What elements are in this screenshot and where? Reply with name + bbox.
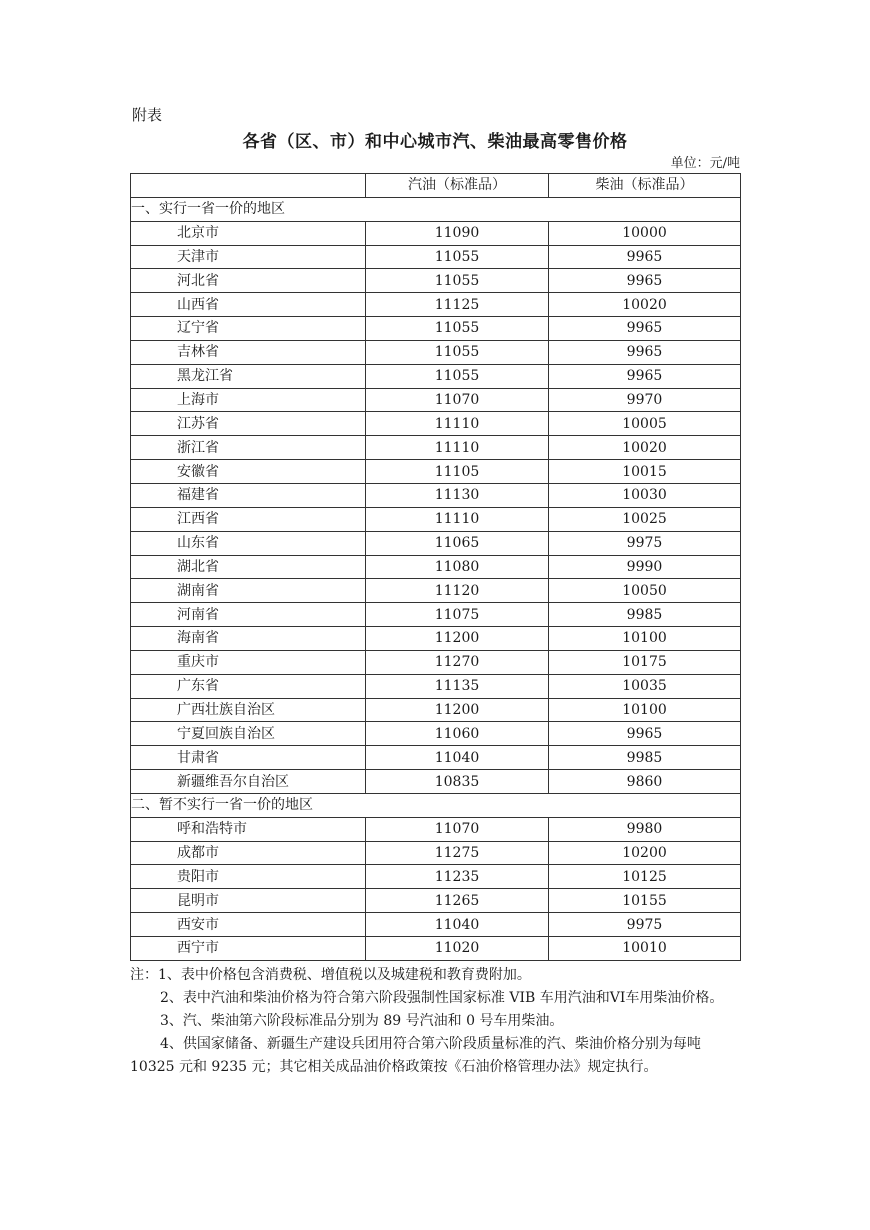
table-row (131, 650, 741, 674)
diesel-price-cell: 10200 (549, 841, 741, 865)
table-row (131, 460, 741, 484)
gasoline-price-cell: 11235 (366, 865, 549, 889)
region-cell: 广西壮族自治区 (131, 698, 366, 722)
diesel-price-cell: 9975 (549, 531, 741, 555)
table-row (131, 436, 741, 460)
diesel-price-cell: 10125 (549, 865, 741, 889)
diesel-price-cell: 10175 (549, 650, 741, 674)
gasoline-price-cell: 11130 (366, 483, 549, 507)
table-row (131, 889, 741, 913)
region-cell: 安徽省 (131, 460, 366, 484)
header-diesel: 柴油（标准品） (549, 174, 741, 198)
appendix-label: 附表 (132, 106, 163, 124)
diesel-price-cell: 9970 (549, 388, 741, 412)
diesel-price-cell: 10035 (549, 674, 741, 698)
table-row (131, 913, 741, 937)
diesel-price-cell: 10010 (549, 937, 741, 961)
region-cell: 昆明市 (131, 889, 366, 913)
gasoline-price-cell: 11200 (366, 627, 549, 651)
note-4: 4、供国家储备、新疆生产建设兵团用符合第六阶段质量标准的汽、柴油价格分别为每吨 10325 元和 9235 元；其它相关成品油价格政策按《石油价格管理办法》规定执行。 (130, 1036, 701, 1075)
gasoline-price-cell: 11060 (366, 722, 549, 746)
region-cell: 天津市 (131, 245, 366, 269)
diesel-price-cell: 10000 (549, 221, 741, 245)
region-cell: 上海市 (131, 388, 366, 412)
region-cell: 江西省 (131, 507, 366, 531)
gasoline-price-cell: 11135 (366, 674, 549, 698)
section-title: 二、暂不实行一省一价的地区 (131, 793, 741, 817)
table-row (131, 627, 741, 651)
gasoline-price-cell: 11070 (366, 388, 549, 412)
table-row (131, 269, 741, 293)
region-cell: 湖北省 (131, 555, 366, 579)
diesel-price-cell: 10100 (549, 627, 741, 651)
table-row (131, 698, 741, 722)
diesel-price-cell: 9980 (549, 817, 741, 841)
region-cell: 湖南省 (131, 579, 366, 603)
region-cell: 山西省 (131, 293, 366, 317)
gasoline-price-cell: 11070 (366, 817, 549, 841)
diesel-price-cell: 9990 (549, 555, 741, 579)
gasoline-price-cell: 11020 (366, 937, 549, 961)
header-gasoline: 汽油（标准品） (366, 174, 549, 198)
table-row (131, 221, 741, 245)
gasoline-price-cell: 11125 (366, 293, 549, 317)
gasoline-price-cell: 11065 (366, 531, 549, 555)
table-row (131, 412, 741, 436)
gasoline-price-cell: 11055 (366, 317, 549, 341)
region-cell: 浙江省 (131, 436, 366, 460)
table-row (131, 841, 741, 865)
diesel-price-cell: 9965 (549, 722, 741, 746)
table-row (131, 483, 741, 507)
diesel-price-cell: 9985 (549, 746, 741, 770)
note-1: 注：1、表中价格包含消费税、增值税以及城建税和教育费附加。 (130, 967, 531, 983)
gasoline-price-cell: 11110 (366, 436, 549, 460)
gasoline-price-cell: 11110 (366, 507, 549, 531)
header-region (131, 174, 366, 198)
diesel-price-cell: 9965 (549, 269, 741, 293)
gasoline-price-cell: 11110 (366, 412, 549, 436)
table-row (131, 817, 741, 841)
region-cell: 西宁市 (131, 937, 366, 961)
table-row (131, 746, 741, 770)
table-row (131, 770, 741, 794)
table-row (131, 531, 741, 555)
diesel-price-cell: 9965 (549, 317, 741, 341)
gasoline-price-cell: 11055 (366, 245, 549, 269)
section-row (131, 793, 741, 817)
notes (130, 964, 742, 1079)
gasoline-price-cell: 11055 (366, 364, 549, 388)
table-row (131, 507, 741, 531)
region-cell: 河南省 (131, 603, 366, 627)
price-table (130, 173, 741, 961)
gasoline-price-cell: 11040 (366, 746, 549, 770)
diesel-price-cell: 10155 (549, 889, 741, 913)
section-title: 一、实行一省一价的地区 (131, 197, 741, 221)
region-cell: 重庆市 (131, 650, 366, 674)
diesel-price-cell: 10020 (549, 436, 741, 460)
diesel-price-cell: 9985 (549, 603, 741, 627)
region-cell: 成都市 (131, 841, 366, 865)
diesel-price-cell: 9965 (549, 340, 741, 364)
note-3: 3、汽、柴油第六阶段标准品分别为 89 号汽油和 0 号车用柴油。 (160, 1013, 564, 1029)
region-cell: 宁夏回族自治区 (131, 722, 366, 746)
unit-label: 单位：元/吨 (670, 156, 740, 171)
diesel-price-cell: 9975 (549, 913, 741, 937)
diesel-price-cell: 10005 (549, 412, 741, 436)
region-cell: 海南省 (131, 627, 366, 651)
table-body (131, 197, 741, 960)
section-row (131, 197, 741, 221)
table-row (131, 364, 741, 388)
table-row (131, 340, 741, 364)
gasoline-price-cell: 11120 (366, 579, 549, 603)
gasoline-price-cell: 11055 (366, 269, 549, 293)
region-cell: 江苏省 (131, 412, 366, 436)
gasoline-price-cell: 11200 (366, 698, 549, 722)
table-row (131, 603, 741, 627)
region-cell: 山东省 (131, 531, 366, 555)
table-row (131, 579, 741, 603)
region-cell: 黑龙江省 (131, 364, 366, 388)
gasoline-price-cell: 11040 (366, 913, 549, 937)
gasoline-price-cell: 11265 (366, 889, 549, 913)
gasoline-price-cell: 11105 (366, 460, 549, 484)
region-cell: 北京市 (131, 221, 366, 245)
region-cell: 西安市 (131, 913, 366, 937)
diesel-price-cell: 9965 (549, 245, 741, 269)
region-cell: 新疆维吾尔自治区 (131, 770, 366, 794)
table-row (131, 722, 741, 746)
note-2: 2、表中汽油和柴油价格为符合第六阶段强制性国家标准 VIB 车用汽油和VI车用柴油价格。 (160, 990, 724, 1006)
diesel-price-cell: 10100 (549, 698, 741, 722)
gasoline-price-cell: 11075 (366, 603, 549, 627)
diesel-price-cell: 10015 (549, 460, 741, 484)
table-row (131, 937, 741, 961)
region-cell: 吉林省 (131, 340, 366, 364)
region-cell: 河北省 (131, 269, 366, 293)
table-title: 各省（区、市）和中心城市汽、柴油最高零售价格 (242, 132, 628, 152)
gasoline-price-cell: 11090 (366, 221, 549, 245)
table-row (131, 293, 741, 317)
diesel-price-cell: 10050 (549, 579, 741, 603)
table-row (131, 317, 741, 341)
region-cell: 甘肃省 (131, 746, 366, 770)
region-cell: 福建省 (131, 483, 366, 507)
gasoline-price-cell: 10835 (366, 770, 549, 794)
diesel-price-cell: 9965 (549, 364, 741, 388)
region-cell: 广东省 (131, 674, 366, 698)
diesel-price-cell: 9860 (549, 770, 741, 794)
table-header-row (131, 174, 741, 198)
table-row (131, 674, 741, 698)
gasoline-price-cell: 11275 (366, 841, 549, 865)
gasoline-price-cell: 11270 (366, 650, 549, 674)
diesel-price-cell: 10030 (549, 483, 741, 507)
table-row (131, 388, 741, 412)
gasoline-price-cell: 11080 (366, 555, 549, 579)
region-cell: 呼和浩特市 (131, 817, 366, 841)
region-cell: 贵阳市 (131, 865, 366, 889)
diesel-price-cell: 10025 (549, 507, 741, 531)
table-row (131, 865, 741, 889)
table-row (131, 555, 741, 579)
table-row (131, 245, 741, 269)
region-cell: 辽宁省 (131, 317, 366, 341)
diesel-price-cell: 10020 (549, 293, 741, 317)
gasoline-price-cell: 11055 (366, 340, 549, 364)
